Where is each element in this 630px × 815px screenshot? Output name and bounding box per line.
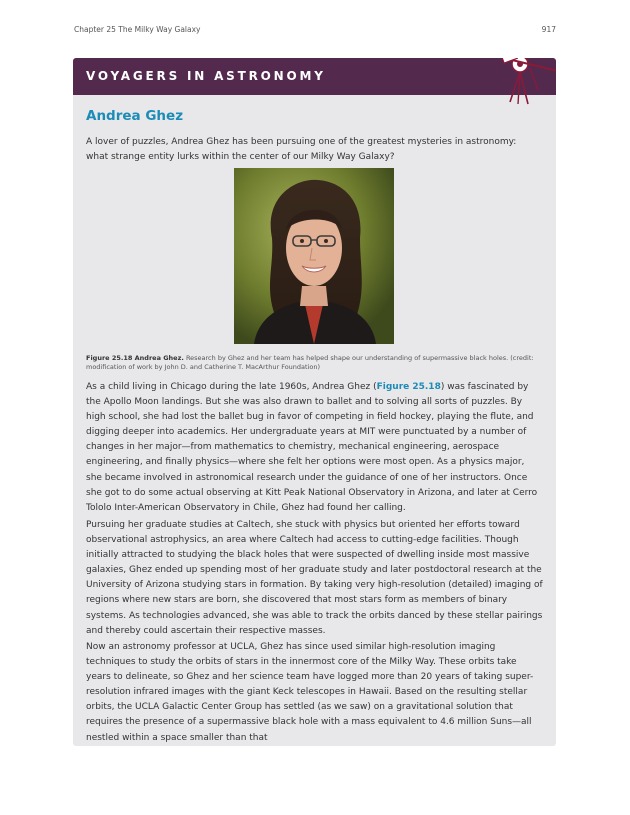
subject-name: Andrea Ghez bbox=[86, 108, 184, 124]
figure-caption-text: Research by Ghez and her team has helped shape our understanding of supermassive black holes. (credit: modification of work by John D. and Catherine T. MacArthur Foundation) bbox=[86, 354, 534, 371]
figure-caption bbox=[86, 354, 541, 372]
portrait-photo bbox=[234, 168, 394, 344]
chapter-title: Chapter 25 The Milky Way Galaxy bbox=[74, 25, 201, 34]
feature-box bbox=[73, 58, 556, 746]
paragraph-1-before: As a child living in Chicago during the late 1960s, Andrea Ghez ( bbox=[86, 382, 377, 392]
feature-header-bar bbox=[73, 58, 556, 95]
feature-title: VOYAGERS IN ASTRONOMY bbox=[86, 69, 326, 83]
telescope-icon bbox=[482, 58, 556, 106]
paragraph-2: Pursuing her graduate studies at Caltech, she stuck with physics but oriented her efforts toward observational astrophysics, an area where Caltech had access to cutting-edge facilities. Though initially attracted to studying the black holes that were suspected of dwelling inside most massive galaxies, Ghez ended up spending most of her graduate study and later postdoctoral research at the University of Arizona studying stars in formation. By taking very high-resolution (detailed) imaging of regions where new stars are born, she discovered that most stars form as members of binary systems. As technologies advanced, she was able to track the orbits danced by these stellar pairings and thereby could ascertain their respective masses. bbox=[86, 520, 543, 636]
intro-paragraph: A lover of puzzles, Andrea Ghez has been pursuing one of the greatest mysteries in astronomy: what strange entity lurks within the center of our Milky Way Galaxy? bbox=[86, 137, 517, 162]
figure-label: Figure 25.18 Andrea Ghez. bbox=[86, 354, 184, 362]
paragraph-3: Now an astronomy professor at UCLA, Ghez has since used similar high-resolution imaging techniques to study the orbits of stars in the innermost core of the Milky Way. These orbits take years to delineate, so Ghez and her science team have logged more than 20 years of taking super-resolution infrared images with the giant Keck telescopes in Hawaii. Based on the resulting stellar orbits, the UCLA Galactic Center Group has settled (as we saw) on a gravitational solution that requires the presence of a supermassive black hole with a mass equivalent to 4.6 million Suns—all nestled within a space smaller than that bbox=[86, 642, 534, 743]
running-header bbox=[74, 25, 556, 37]
page-number: 917 bbox=[541, 25, 556, 34]
figure-link[interactable]: Figure 25.18 bbox=[376, 382, 441, 392]
paragraph-1 bbox=[86, 380, 543, 516]
paragraph-1-after: ) was fascinated by the Apollo Moon landings. But she was also drawn to ballet and to solving all sorts of puzzles. By high school, she had lost the ballet bug in favor of competing in field hockey, playing the flute, and digging deeper into academics. Her undergraduate years at MIT were punctuated by a number of changes in her major—from mathematics to chemistry, mechanical engineering, aerospace engineering, and finally physics—where she felt her options were most open. As a physics major, she became involved in astronomical research under the guidance of one of her instructors. Once she got to do some actual observing at Kitt Peak National Observatory in Arizona, and later at Cerro Tololo Inter-American Observatory in Chile, Ghez had found her calling. bbox=[86, 382, 538, 513]
